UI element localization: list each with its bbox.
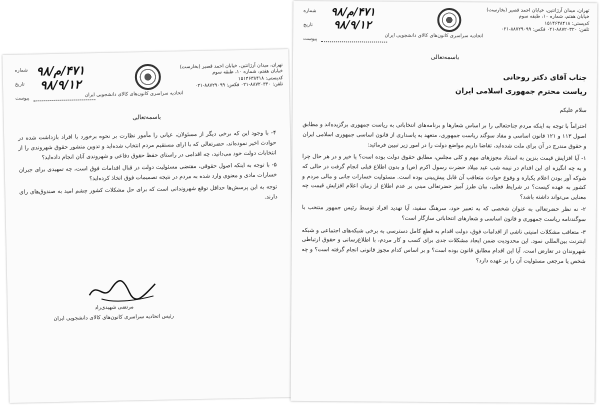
signature-icon	[83, 274, 164, 306]
signer-name: مرتضی شهیدی‌راد	[94, 304, 134, 312]
attachment-line	[321, 41, 387, 42]
address-line: کدپستی: ۱۵۱۴۶۳۸۴۱۸	[544, 21, 590, 27]
letter-page-second	[2, 49, 295, 403]
body-paragraph: توجه به این پرسش‌ها حداقل توقع شهروندانی است که برای حل مشکلات کشور چشم امید به صندوق‌های رای دارند.	[19, 184, 278, 201]
addressee-name: جناب آقای دکتر روحانی	[503, 72, 587, 82]
address-line: خیابان هفتم، شماره ۱۰، طبقه سوم	[212, 69, 283, 77]
attachment-line	[33, 99, 95, 101]
body-paragraph: ۴- با وجود این که برخی دیگر از مسئولان، عیانی را مأمور نظارت بر نحوه برخورد با افراد بازداشت شده در حوادث اخیر نموده‌اند، حضرتعالی که با ارای مستقیم مردم انتخاب شده‌اید و تدوین منشور حقوق شهروندی را از انتخابات دولت خود می‌دانید، چه اقدامی در راستای حفظ حقوق دفاعی و شهروندی آنان انجام داده‌اید؟	[18, 130, 277, 161]
body-paragraph: احتراماً با توجه به اینکه مردم جناحتعالی را بر اساس شعارها و برنامه‌های انتخاباتی به ریاست جمهوری برگزیده‌اند و مطابق اصول ۱۱۳ و ۱۲۱ قانون اساسی و مفاد سوگند ریاست جمهوری، متعهد به پاسداری از قانون اساسی جمهوری اسلامی ایران و حقوق مندرج در آن برای ملت شده‌اید، تقاضا داریم مواضع دولت را در امور زیر تبیین فرمائید:	[302, 122, 587, 150]
handwritten-signature	[83, 274, 164, 306]
letter-meta	[11, 63, 104, 105]
letter-number: ۴۷۱/م/۹۸	[36, 63, 85, 79]
attachment-label: پیوست	[15, 96, 30, 102]
phone-fax: تلفن: ۸۸۷۲۰۳۲۰-۰۲۱ فکس: ۸۸۷۲۹۰۹۹-۰۲۱	[194, 82, 284, 90]
signer-title: رئیس اتحادیه سراسری کانون‌های کالای دانشجویی ایران	[53, 313, 174, 323]
org-seal-logo	[135, 64, 162, 91]
addressee-title: ریاست محترم جمهوری اسلامی ایران	[455, 86, 587, 96]
letter-date: ۹۸/۹/۱۲	[333, 18, 372, 32]
org-name: اتحادیه سراسری کانون‌های کالای دانشجویی ایران	[84, 91, 184, 99]
letter-date: ۹۸/۹/۱۲	[39, 77, 82, 93]
address-line: تهران، میدان آرژانتین، خیابان احمد قصیر (بخارست)	[486, 8, 590, 15]
bismillah-heading: باسمه‌تعالی	[430, 53, 460, 62]
address-line: خیابان هفتم، شماره ۱۰، طبقه سوم	[518, 14, 590, 21]
number-label: شماره	[14, 68, 28, 74]
address-line: کدپستی: ۱۵۱۴۶۳۸۴۱۸	[238, 76, 283, 83]
body-paragraph: ۳- متعاقب مشکلات امنیتی ناشی از اقدامات فوق، دولت اقدام به قطع کامل دسترسی به برخی شبکه‌های اجتماعی و شبکه اینترنت بین‌المللی نمود. این محدودیت ضمن ایجاد مشکلات جدی برای کسب و کار مردم، با اطلاع‌رسانی و حقوق ارتباطی شهروندان در تعارض است. آیا این اقدام مطابق قانون بوده است؟ و بر اساس کدام مجوز قانونی انجام گرفته است؟ و چه شخص یا مرجعی مسئولیت آن را بر عهده دارد؟	[301, 227, 586, 265]
attachment-label: پیوست	[303, 37, 318, 43]
letter-page-first	[291, 1, 598, 403]
body-paragraph: ۵- با توجه به اینکه اصول حقوقی، مقتضی مسئولیت دولت در قبال اقدامات فوق است، چه تمهیدی برای جبران خسارات مادی و معنوی وارد شده به مردم در نتیجه تصمیمات فوق اتخاذ کرده‌اید؟	[18, 162, 278, 182]
letter-meta	[299, 5, 395, 46]
address-line: تهران، میدان آرژانتین، خیابان احمد قصیر (بخارست)	[179, 63, 283, 71]
number-label: شماره	[303, 9, 317, 15]
body-paragraph: ۱- آیا افزایش قیمت بنزین به استناد مجوزهای مهم و کلی مجلس، مطابق حقوق دولت بوده است؟ یا خیر و در هر حال چرا و به چه انگیزه ای این اقدام در نیمه شب عید میلاد حضرت رسول اکرم (ص) و بدون اطلاع قبلی انجام گرفت در حالی که شوکه آور بودن اعلام یکباره و وقوع حوادث متعاقب آن قابل پیش‌بینی بوده است. مسئولیت خسارات جانی و مالی مردم و کشور به عهده کیست؟ در شرایط فعلی، بیان طرز آمیز حضرتعالی مبنی بر عدم اطلاع از زمان اعلام افزایش قیمت چه معنایی می‌تواند داشته باشد؟	[302, 153, 587, 202]
date-label: تاریخ	[303, 23, 313, 29]
greeting: سلام علیکم	[559, 107, 587, 114]
letter-number: ۴۷۱/م/۹۸	[330, 5, 376, 19]
date-label: تاریخ	[14, 82, 25, 88]
bismillah-heading: باسمه‌تعالی	[132, 113, 162, 122]
org-address	[180, 63, 283, 91]
org-seal-logo	[437, 8, 461, 32]
body-paragraph: ۲- نه نظر حضرتعالی به عنوان شخصی که به تعبیر خود، سرهنگ سفید، آیا تهدید افراد توسط رئیس جمهور منتخب با سوگندنامه ریاست جمهوری و قانون اساسی و شعارهای انتخاباتی سازگار است؟	[301, 205, 586, 224]
org-address	[486, 8, 589, 35]
letter-body	[18, 129, 278, 211]
phone-fax: تلفن: ۸۸۷۲۰۳۲۰-۰۲۱ فکس: ۸۸۷۲۹۰۹۹-۰۲۱	[501, 27, 590, 34]
org-name: اتحادیه سراسری کانون‌های کالای دانشجویی ایران	[384, 33, 484, 40]
letter-body	[302, 121, 587, 270]
